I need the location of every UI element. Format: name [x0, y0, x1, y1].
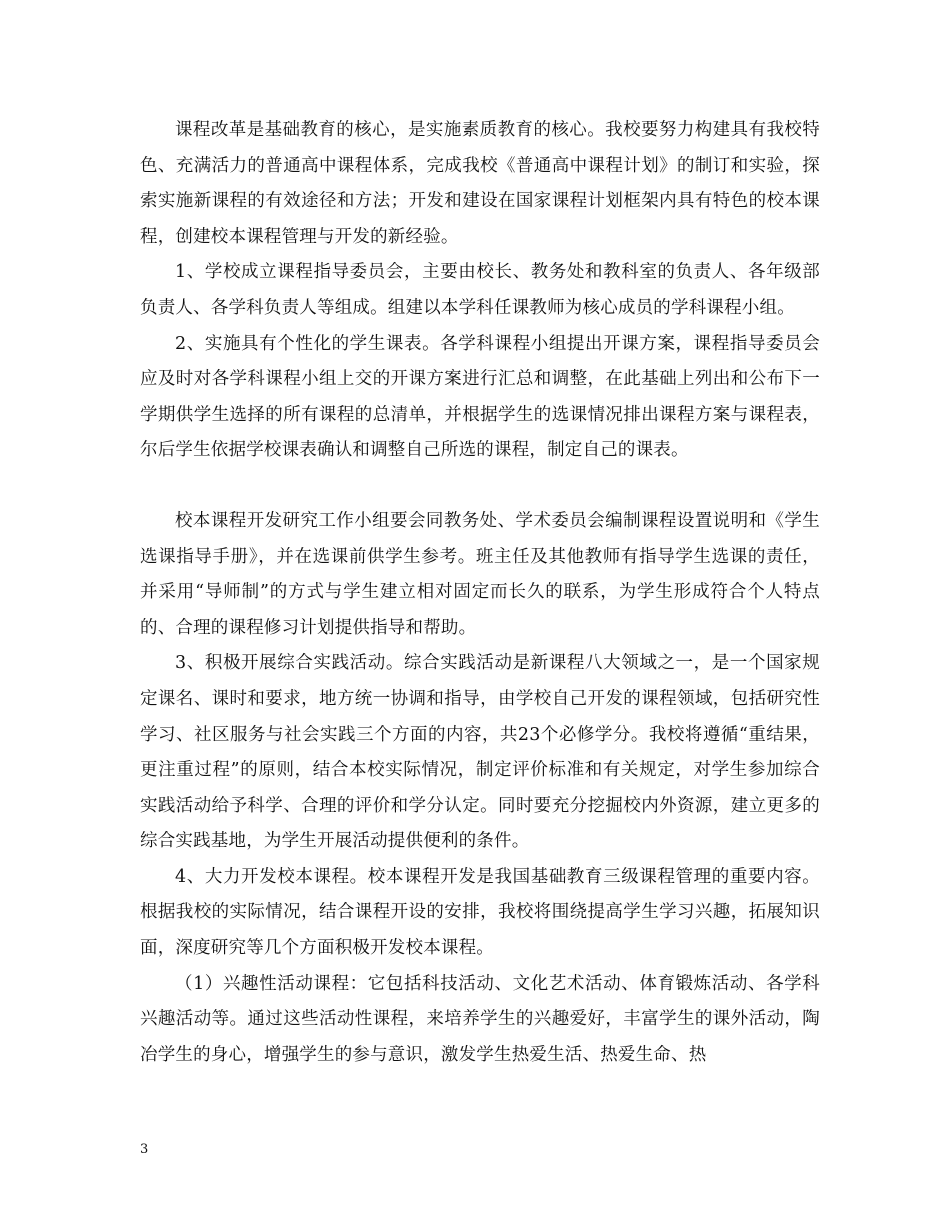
page-number: 3 [140, 1142, 149, 1157]
paragraph-intro: 课程改革是基础教育的核心，是实施素质教育的核心。我校要努力构建具有我校特色、充满活力的普通高中课程体系，完成我校《普通高中课程计划》的制订和实验，探索实施新课程的有效途径和方法；开发和建设在国家课程计划框架内具有特色的校本课程，创建校本课程管理与开发的新经验。 [140, 120, 820, 247]
paragraph-item-4: 4、大力开发校本课程。校本课程开发是我国基础教育三级课程管理的重要内容。根据我校的实际情况，结合课程开设的安排，我校将围绕提高学生学习兴趣，拓展知识面，深度研究等几个方面积极开发校本课程。 [140, 866, 820, 959]
paragraph-subitem-1: （1）兴趣性活动课程：它包括科技活动、文化艺术活动、体育锻炼活动、各学科兴趣活动等。通过这些活动性课程，来培养学生的兴趣爱好，丰富学生的课外活动，陶冶学生的身心，增强学生的参与意识，激发学生热爱生活、热爱生命、热 [140, 973, 820, 1065]
paragraph-item-2: 2、实施具有个性化的学生课表。各学科课程小组提出开课方案，课程指导委员会应及时对各学科课程小组上交的开课方案进行汇总和调整，在此基础上列出和公布下一学期供学生选择的所有课程的总清单，并根据学生的选课情况排出课程方案与课程表，尔后学生依据学校课表确认和调整自己所选的课程，制定自己的课表。 [140, 333, 820, 461]
paragraph-course-guidance: 校本课程开发研究工作小组要会同教务处、学术委员会编制课程设置说明和《学生选课指导手册》，并在选课前供学生参考。班主任及其他教师有指导学生选课的责任，并采用“导师制”的方式与学生建立相对固定而长久的联系，为学生形成符合个人特点的、合理的课程修习计划提供指导和帮助。 [140, 510, 820, 638]
paragraph-item-3: 3、积极开展综合实践活动。综合实践活动是新课程八大领域之一，是一个国家规定课名、课时和要求，地方统一协调和指导，由学校自己开发的课程领域，包括研究性学习、社区服务与社会实践三个方面的内容，共23个必修学分。我校将遵循“重结果，更注重过程”的原则，结合本校实际情况，制定评价标准和有关规定，对学生参加综合实践活动给予科学、合理的评价和学分认定。同时要充分挖掘校内外资源，建立更多的综合实践基地，为学生开展活动提供便利的条件。 [140, 653, 820, 852]
body-text [140, 113, 820, 1073]
paragraph-item-1: 1、学校成立课程指导委员会，主要由校长、教务处和教科室的负责人、各年级部负责人、各学科负责人等组成。组建以本学科任课教师为核心成员的学科课程小组。 [140, 262, 820, 318]
